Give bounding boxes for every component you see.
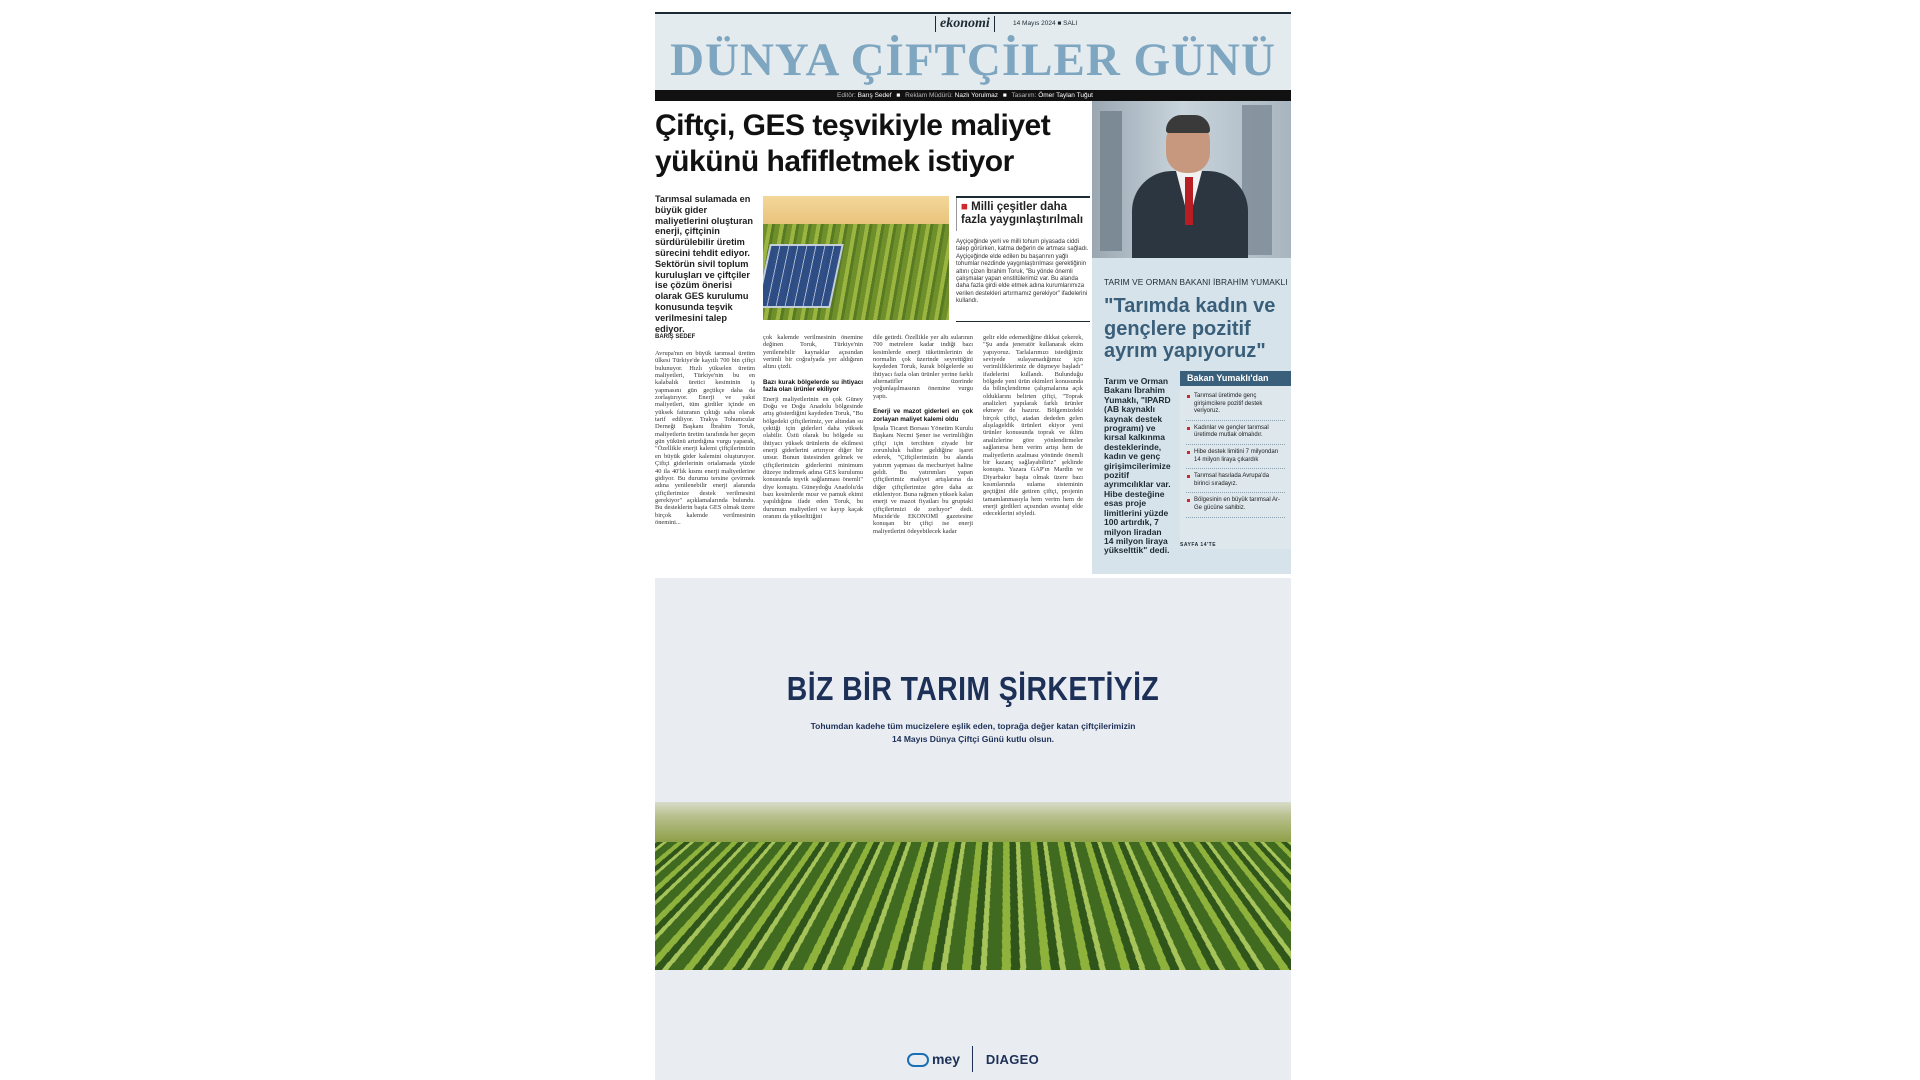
article-paragraph: Enerji maliyetlerinin en çok Güney Doğu ve Doğu Anadolu bölgesinde artış gösterdiğini kaydeden Toruk, "Bu bölgedeki çiftçilerimiz, yer altından su çektiği için giderleri daha yüksek olabilir. Üstü olarak bu bölgede su ihtiyacı yüksek ürünlerin de ekilmesi enerji giderlerini artırıyor diğer bir unsur. Bunun üstesinden gelmek ve çiftçilerimizin giderlerini minimum düzeye indirmek adına GES kurulumu konusunda teşvik sağlanması önemli" diye konuştu. Güneydoğu Anadolu'da bazı kesimlerde mısır ve pamuk ekimi yapıldığına ifade eden Toruk, bu durumun maliyetleri ve kayıp kaçak oranını da yükselttiğini: [763, 395, 863, 521]
credits-bar: [655, 90, 1291, 101]
sidebar-story-title-text: Milli çeşitler daha fazla yaygınlaştırılmalı: [961, 201, 1084, 226]
photo-building: [1100, 111, 1122, 251]
sidebar-story-body: Ayçiçeğinde yerli ve milli tohum piyasada ciddi talep görürken, katma değerin de artması sağladı. Ayçiçeğinde elde edilen bu başarının yağlı tohumlar nezdinde yaygınlaştırılması gerektiğinin altını çizen İbrahim Toruk, "Bu yönde önemli çalışmalar yapan enstitülerimiz var. Bu alanda daha fazla girdi elde etmek adına kurumlarımıza verilen destekleri artırmamız gerekiyor" ifadelerini kullandı.: [956, 239, 1089, 305]
highlights-box: [1180, 371, 1291, 549]
highlight-item: Hibe destek limitini 7 milyondan 14 milyon liraya çıkardık: [1186, 445, 1285, 469]
highlight-item: Kadınlar ve gençler tarımsal üretimde mutlak olmalıdır.: [1186, 421, 1285, 445]
ad-logos: [655, 1046, 1291, 1072]
article-column-1: [655, 350, 755, 574]
vineyard-photo: [655, 802, 1291, 970]
highlight-item: Tarımsal üretimde genç girişimcilere pozitif destek veriyoruz.: [1186, 389, 1285, 421]
article-column-2: [763, 334, 863, 574]
minister-summary: Tarım ve Orman Bakanı İbrahim Yumaklı, "IPARD (AB kaynaklı kaynak destek programı) ve kırsal kalkınma desteklerinde, kadın ve genç girişimcilerimize pozitif ayrımcılıklar var. Hibe desteğine esas proje limitlerini yüzde 100 artırdık, 7 milyon liradan 14 milyon liraya yükselttik" dedi.: [1104, 376, 1171, 556]
minister-photo: [1092, 101, 1291, 258]
ad-manager-name: Nazlı Yorulmaz: [954, 92, 998, 99]
credits-separator: ■: [1002, 92, 1007, 99]
newspaper-page: [655, 12, 1291, 1080]
advertisement: [655, 578, 1291, 1080]
editor-label: Editör:: [837, 92, 856, 99]
highlight-item: Bölgesinin en büyük tarımsal Ar-Ge gücüne sahibiz.: [1186, 493, 1285, 517]
minister-quote: "Tarımda kadın ve gençlere pozitif ayrım yapıyoruz": [1104, 295, 1276, 362]
highlights-list: [1180, 386, 1291, 518]
page-title: DÜNYA ÇİFTÇİLER GÜNÜ: [670, 34, 1276, 86]
article-column-4: [983, 334, 1083, 574]
design-name: Ömer Taylan Tuğut: [1038, 92, 1093, 99]
minister-label: TARIM VE ORMAN BAKANI İBRAHİM YUMAKLI: [1104, 277, 1288, 287]
photo-sky: [763, 196, 949, 226]
highlights-title: Bakan Yumaklı'dan: [1180, 371, 1291, 386]
sidebar-story-title: [956, 198, 1090, 231]
section-name: ekonomi: [935, 16, 995, 32]
mey-swirl-icon: [907, 1053, 929, 1067]
article-subheading: Enerji ve mazot giderleri en çok zorlayan maliyet kalemi oldu: [873, 408, 973, 423]
photo-tie: [1185, 177, 1193, 225]
design-label: Tasarım:: [1011, 92, 1037, 99]
solar-panel-image: [763, 244, 844, 308]
article-paragraph: gelir elde edemediğine dikkat çekerek, "Şu anda jeneratör kullanarak ekim yapıyoruz. Tarlalarımızı istediğimiz seviyede sulayamadığımız için verimliliklerimiz de düşmeye başladı" ifadelerini kullandı. Bulunduğu bölgede yeni ürün ekimleri konusunda da bilinçlendirme çalışmalarına açık olduklarını belirten çiftçi, "Toprak analizleri yapılarak farklı ürünler ekmeye de hazırız. Bölgemizdeki birçok çiftçi, atadan dededen gelen alışılageldik ürünleri ekiyor yeni ürünler konusunda toprak ve iklim analizlerine göre yönlendirmeler sağlanırsa hem verim artışı hem de maliyetlerin azalması yönünde önemli bir kazanç sağlayabiliriz" şeklinde konuştu. Yazara GAP'ın Mardin ve Diyarbakır başta olmak üzere bazı kısımlarında sulama sisteminin geçtiğini dile getiren çiftçi, projenin tamamlanmasıyla hem verim hem de enerji girdileri açısından avantaj elde edeceklerini söyledi.: [983, 334, 1083, 518]
vineyard-rows: [655, 832, 1291, 970]
byline: BARIŞ SEDEF: [655, 334, 696, 340]
red-square-icon: ■: [961, 201, 968, 213]
minister-panel: [1092, 101, 1291, 574]
article-column-3: [873, 334, 973, 574]
masthead: [655, 12, 1291, 90]
diageo-logo: DIAGEO: [985, 1051, 1040, 1067]
issue-date: 14 Mayıs 2024 ■ SALI: [1013, 20, 1078, 27]
article-paragraph: dile getirdi. Özellikle yer altı sularının 700 metrelere kadar indiği bazı kesimlerde enerji tüketimlerinin de normalin çok üzerinde seyrettiğini kaydeden Toruk, kurak bölgelerde su ihtiyacı fazla olan ürünler yerine farklı alternatifler üzerinde yoğunlaşılmasının önemine vurgu yaptı.: [873, 334, 973, 400]
vineyard-hills: [655, 802, 1291, 842]
highlight-item: Tarımsal hasılada Avrupa'da birinci sıradayız.: [1186, 469, 1285, 493]
ad-subtext-line-1: Tohumdan kadehe tüm mucizelere eşlik eden, toprağa değer katan çiftçilerimizin: [810, 721, 1136, 731]
photo-hair: [1166, 115, 1210, 133]
article-paragraph: Avrupa'nın en büyük tarımsal üretim ülkesi Türkiye'de kayıtlı 700 bin çiftçi bulunuyor. Hızlı yükselen üretim maliyetleri, Türkiye'nin bu en kalabalık üretici kesiminin iş yapmasını gün geçtikçe daha da zorlaştırıyor. Enerji ve yakıt maliyetleri, tüm girdiler içinde en yüksek faturanın çıktığı saha olarak tarif ediliyor. Trakya Tohumcular Derneği Başkanı İbrahim Toruk, maliyetlerin üretim tarafında her geçen gün yükünü artırdığına vurgu yaparak, "Özellikle enerji kalemi çiftçilerimizin en büyük gider kalemini oluşturuyor. Çiftçi giderlerinin ortalamada yüzde 40 ila 40'lık kısmı enerji maliyetlerine gidiyor. Bu durumu tersine çevirmek adına yenilenebilir enerji alanında çiftçilerimize destek verilmesini gerekiyor" açıklamalarında bulundu. Bu desteklerin başta GES olmak üzere birçok kalemde verilmesinin önemini...: [655, 350, 755, 526]
ad-manager-label: Reklam Müdürü:: [905, 92, 953, 99]
ad-subtext-line-2: 14 Mayıs Dünya Çiftçi Günü kutlu olsun.: [892, 734, 1054, 744]
ad-subtext: [655, 720, 1291, 746]
solar-field-photo: [763, 196, 949, 320]
ad-headline: BİZ BİR TARIM ŞİRKETİYİZ: [786, 670, 1160, 707]
article-headline: Çiftçi, GES teşvikiyle maliyet yükünü hafifletmek istiyor: [655, 109, 1051, 178]
page-reference: SAYFA 14'TE: [1180, 542, 1217, 548]
sidebar-story: [956, 196, 1090, 322]
mey-logo-text: mey: [931, 1050, 961, 1067]
credits-separator: ■: [896, 92, 901, 99]
article-paragraph: çok kalemde verilmesinin önemine değinen Toruk, Türkiye'nin yenilenebilir kaynaklar açısından verimli bir coğrafyada yer aldığının altını çizdi.: [763, 334, 863, 371]
article-subheading: Bazı kurak bölgelerde su ihtiyacı fazla olan ürünler ekiliyor: [763, 378, 863, 394]
article-lede: Tarımsal sulamada en büyük gider maliyetlerini oluşturan enerji, çiftçinin sürdürülebilir üretim sürecini tehdit ediyor. Sektörün sivil toplum kuruluşları ve çiftçiler ise çözüm önerisi olarak GES kurulumu konusunda teşvik verilmesini talep ediyor.: [655, 194, 754, 334]
logo-divider: [972, 1046, 973, 1072]
editor-name: Barış Sedef: [857, 92, 892, 99]
mey-logo: [907, 1051, 960, 1067]
article-paragraph: İpsala Ticaret Borsası Yönetim Kurulu Başkanı Necmi Şener ise verimliliğin çiftçi için tercihten ziyade bir zorunluluk haline geldiğine işaret ederek, "Çiftçilerimizin bu alanda yatırım yapması da mecburiyet haline geldi. Bu yatırımları yapan çiftçilerimiz maliyet artışlarına da diğer çiftçilerimize göre daha az etkileniyor. Buna rağmen yüksek kalan enerji ve mazot fiyatları bu gruptaki çiftçilerimizi de zorluyor" dedi. Mucide'de EKONOMİ gazetesine konuşan bir çiftçi ise enerji maliyetlerini ödeyebilecek kadar: [873, 424, 973, 535]
